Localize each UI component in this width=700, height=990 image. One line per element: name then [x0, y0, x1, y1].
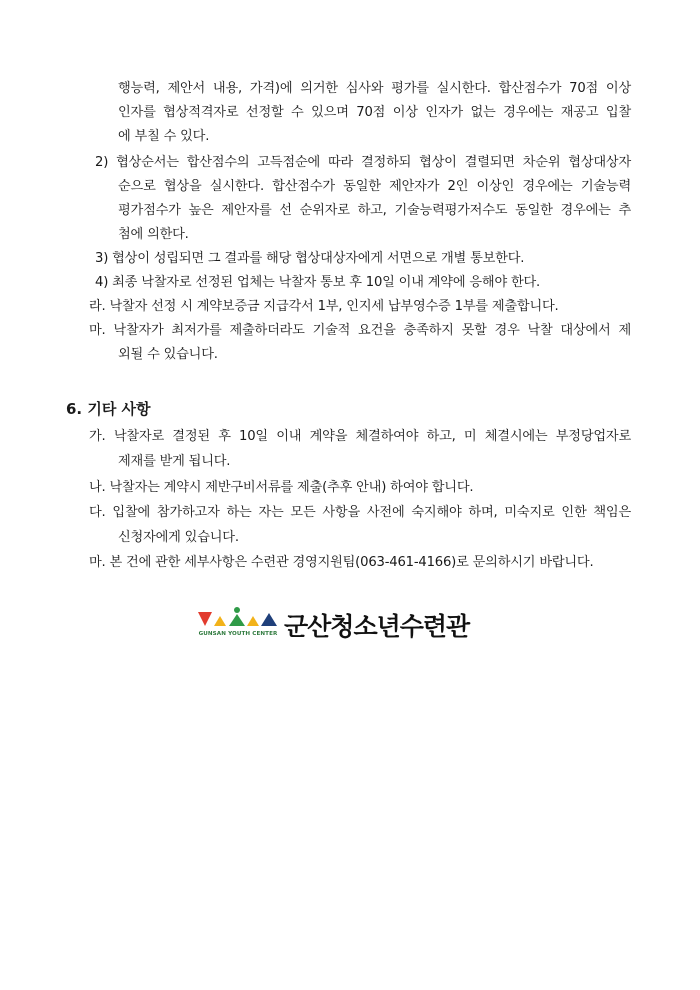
logo-yellow-triangle-2-icon — [247, 616, 259, 626]
item2-line-4: 첨에 의한다. — [118, 227, 189, 242]
item2-line-2: 순으로 협상을 실시한다. 합산점수가 동일한 제안자가 2인 이상인 경우에는 기술능력 — [118, 179, 631, 194]
da-line-2: 신청자에게 있습니다. — [118, 530, 239, 545]
item1-line-2: 인자를 협상적격자로 선정할 수 있으며 70점 이상 인자가 없는 경우에는 재공고 입찰 — [118, 105, 631, 120]
logo-subtitle: GUNSAN YOUTH CENTER — [198, 631, 278, 637]
ra-text: 라. 낙찰자 선정 시 계약보증금 지급각서 1부, 인지세 납부영수증 1부를 제출합니다. — [89, 299, 559, 314]
gunsan-youth-center-logo — [196, 604, 506, 644]
item3-text: 3) 협상이 성립되면 그 결과를 해당 협상대상자에게 서면으로 개별 통보한다. — [95, 251, 525, 266]
logo-blue-triangle-icon — [261, 613, 277, 626]
section-heading: 6. 기타 사항 — [66, 400, 151, 418]
ma-line-1: 마. 낙찰자가 최저가를 제출하더라도 기술적 요건을 충족하지 못할 경우 낙찰 대상에서 제 — [89, 323, 631, 338]
ga-line-1: 가. 낙찰자로 결정된 후 10일 이내 계약을 체결하여야 하고, 미 체결시에는 부정당업자로 — [89, 429, 631, 444]
ma-line-2: 외될 수 있습니다. — [118, 347, 218, 362]
ga-line-2: 제재를 받게 됩니다. — [118, 454, 231, 469]
item4-text: 4) 최종 낙찰자로 선정된 업체는 낙찰자 통보 후 10일 이내 계약에 응해야 한다. — [95, 275, 541, 290]
logo-green-head-icon — [234, 607, 240, 613]
item2-line-3: 평가점수가 높은 제안자를 선 순위자로 하고, 기술능력평가저수도 동일한 경우에는 추 — [118, 203, 631, 218]
ma2-text: 마. 본 건에 관한 세부사항은 수련관 경영지원팀(063-461-4166)로 문의하시기 바랍니다. — [89, 555, 594, 570]
logo-green-triangle-icon — [229, 614, 245, 626]
logo-yellow-triangle-icon — [214, 616, 226, 626]
item2-line-1: 2) 협상순서는 합산점수의 고득점순에 따라 결정하되 협상이 결렬되면 차순위 협상대상자 — [95, 155, 631, 170]
da-line-1: 다. 입찰에 참가하고자 하는 자는 모든 사항을 사전에 숙지해야 하며, 미숙지로 인한 책임은 — [89, 505, 631, 520]
logo-name: 군산청소년수련관 — [284, 612, 470, 641]
logo-mark-icon — [196, 604, 280, 644]
item1-line-3: 에 부칠 수 있다. — [118, 129, 210, 144]
na-text: 나. 낙찰자는 계약시 제반구비서류를 제출(추후 안내) 하여야 합니다. — [89, 480, 474, 495]
item1-line-1: 행능력, 제안서 내용, 가격)에 의거한 심사와 평가를 실시한다. 합산점수가 70점 이상 — [118, 81, 631, 96]
logo-red-v-icon — [198, 612, 212, 626]
